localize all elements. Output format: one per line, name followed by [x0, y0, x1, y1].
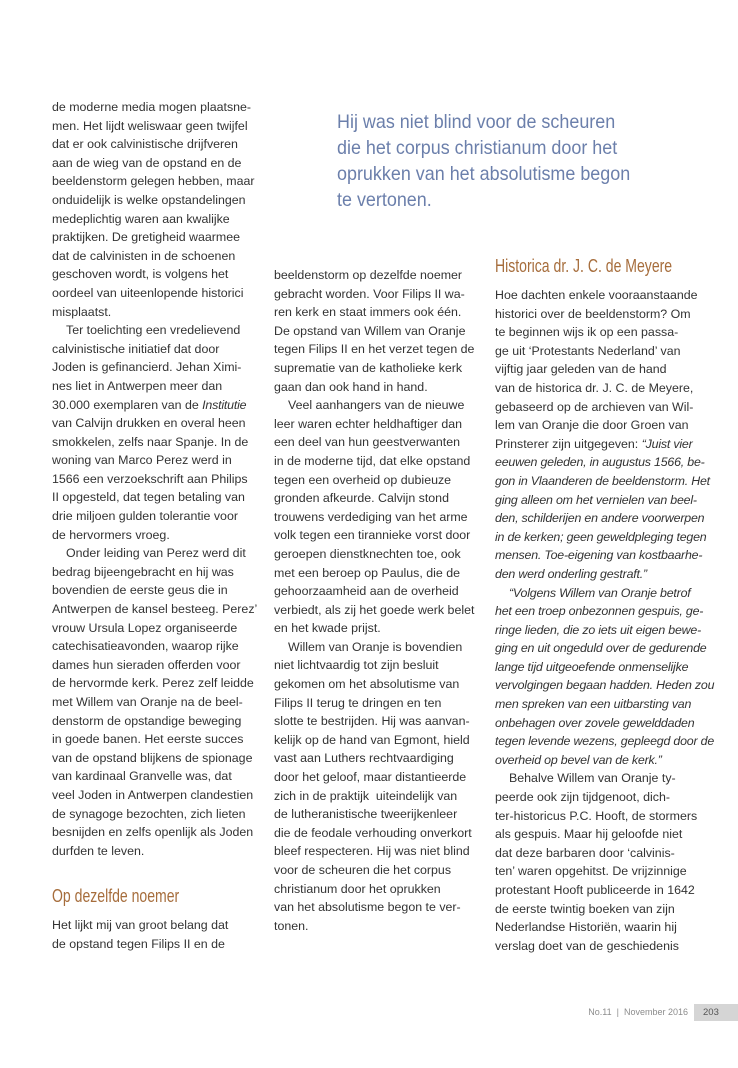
text-line: calvinistische initiatief dat door	[52, 341, 220, 356]
text-line: verslag doet van de geschiedenis	[495, 938, 679, 953]
text-line: Joden is gefinancierd. Jehan Ximi-	[52, 360, 242, 375]
text-line: vast aan Luthers rechtvaardiging	[274, 751, 454, 766]
text-line: van het absolutisme begon te ver-	[274, 900, 461, 915]
issue-date: November 2016	[623, 1007, 688, 1017]
text-line: bleef respecteren. Hij was niet blind	[274, 844, 470, 859]
text-line: durfden te leven.	[52, 843, 145, 858]
text-line: een deel van hun geestverwanten	[274, 435, 460, 450]
text-line: in de moderne tijd, dat elke opstand	[274, 453, 471, 468]
text-line: gehoorzaamheid aan de overheid	[274, 584, 459, 599]
paragraph	[52, 544, 264, 860]
text-line: slotte te bestrijden. Hij was aanvan-	[274, 714, 470, 729]
text-line: tegen een overheid op dubieuze	[274, 472, 452, 487]
text-line: de hervormde kerk. Perez zelf leidde	[52, 676, 254, 691]
middle-column	[274, 266, 486, 935]
text-line	[495, 602, 723, 621]
text-line: verbiedt, als zij het goede werk belet	[274, 602, 475, 617]
text-segment: 30.000 exemplaren van de	[52, 397, 203, 412]
text-line: door het geloof, maar distantieerde	[274, 770, 467, 785]
text-line: vijftig jaar geleden van de hand	[495, 362, 667, 377]
text-line: ren kerk en staat immers ook één.	[274, 305, 462, 320]
issue-number: No.11	[588, 1007, 612, 1017]
text-line: gekomen om het absolutisme van	[274, 677, 460, 692]
section-heading: Op dezelfde noemer	[52, 886, 180, 907]
text-line: oordeel van uiteenlopende historici	[52, 285, 244, 300]
text-line: geschoven wordt, is volgens het	[52, 267, 229, 282]
text-line: niet lichtvaardig tot zijn besluit	[274, 658, 439, 673]
text-line: smokkelen, zelfs naar Spanje. In de	[52, 434, 249, 449]
text-line: 1566 een verzoekschrift aan Philips	[52, 471, 248, 486]
text-line: catechisatieavonden, waarop rijke	[52, 639, 239, 654]
text-line: ge uit ‘Protestants Nederland’ van	[495, 343, 681, 358]
text-line: de lutheranistische tweerijkenleer	[274, 807, 458, 822]
text-line: beeldenstorm gelegen hebben, maar	[52, 174, 255, 189]
text-line: denstorm de opstandige beweging	[52, 713, 242, 728]
text-line: in goede banen. Het eerste succes	[52, 732, 244, 747]
text-line: bovendien de eerste geus die in	[52, 583, 228, 598]
section-heading: Historica dr. J. C. de Meyere	[495, 256, 673, 276]
paragraph	[495, 769, 723, 955]
text-line: Ter toelichting een vredelievend	[66, 323, 241, 338]
text-line: drie miljoen gulden tolerantie voor	[52, 509, 238, 524]
italic-text-segment: tegen levende wezens, gepleegd door de	[495, 734, 715, 749]
text-line	[495, 546, 723, 565]
italic-text-segment: overheid op bevel van de kerk.”	[495, 752, 662, 767]
text-line	[495, 751, 723, 770]
pull-quote	[337, 109, 630, 213]
text-line: ter-historicus P.C. Hooft, de stormers	[495, 808, 698, 823]
issue-info	[588, 1005, 688, 1020]
text-line: die de feodale verhouding onverkort	[274, 825, 472, 840]
text-line: trouwens verdediging van het arme	[274, 509, 468, 524]
text-line: protestant Hooft publiceerde in 1642	[495, 883, 695, 897]
text-line: de synagoge bezochten, zich lieten	[52, 806, 246, 821]
text-line: ten’ waren opgehitst. De vrijzinnige	[495, 864, 687, 879]
text-line: met een beroep op Paulus, die de	[274, 565, 460, 580]
page-number-tab	[694, 1004, 738, 1021]
text-line: woning van Marco Perez werd in	[52, 453, 232, 468]
text-line: II opgesteld, dat tegen betaling van	[52, 490, 245, 505]
page-number: 203	[703, 1007, 719, 1018]
italic-text-segment: eeuwen geleden, in augustus 1566, be-	[495, 455, 705, 470]
text-line: men. Het lijdt weliswaar geen twijfel	[52, 118, 248, 133]
text-line: peerde ook zijn tijdgenoot, dich-	[495, 790, 670, 805]
text-line: aan de wieg van de opstand en de	[52, 155, 242, 170]
text-line: van kardinaal Granvelle was, dat	[52, 769, 232, 784]
footer-separator: |	[616, 1007, 619, 1017]
italic-text-segment: ging en uit ongeduld over de gedurende	[495, 641, 707, 656]
text-line: bedrag bijeengebracht en hij was	[52, 564, 234, 579]
paragraph	[495, 286, 723, 584]
italic-text-segment: “Volgens Willem van Oranje betrof	[509, 585, 691, 600]
paragraph	[52, 98, 264, 321]
paragraph	[52, 916, 264, 953]
text-line	[495, 565, 723, 584]
text-line: Veel aanhangers van de nieuwe	[288, 398, 465, 413]
text-line: volk tegen een tirannieke vorst door	[274, 528, 471, 543]
text-line: Hoe dachten enkele vooraanstaande	[495, 288, 698, 302]
paragraph	[274, 638, 486, 936]
text-line: tonen.	[274, 918, 309, 933]
italic-text-segment: het een troep onbezonnen gespuis, ge-	[495, 604, 704, 619]
text-line: leer waren echter heldhaftiger dan	[274, 416, 463, 431]
paragraph	[274, 266, 486, 396]
text-line	[495, 714, 723, 733]
text-line	[495, 491, 723, 510]
italic-text-segment: in de kerken; geen geweldpleging tegen	[495, 529, 707, 544]
text-line: van Calvijn drukken en overal heen	[52, 416, 246, 431]
text-line: vrouw Ursula Lopez organiseerde	[52, 620, 238, 635]
text-line: medeplichtig waren aan kwalijke	[52, 211, 230, 226]
text-line: veel Joden in Antwerpen clandestien	[52, 787, 254, 802]
italic-text-segment: men spreken van een uitbarsting van	[495, 697, 692, 712]
text-line: van de opstand blijkens de spionage	[52, 750, 253, 765]
pull-quote-line: oprukken van het absolutisme begon	[337, 163, 631, 185]
paragraph	[495, 584, 723, 770]
text-line	[495, 676, 723, 695]
text-line: gronden afkeurde. Calvijn stond	[274, 491, 449, 506]
italic-text-segment: onbehagen over zovele gewelddaden	[495, 715, 695, 730]
text-line: de eerste twintig boeken van zijn	[495, 901, 675, 916]
text-line: de hervormers vroeg.	[52, 527, 170, 542]
text-line	[495, 472, 723, 491]
text-line	[495, 509, 723, 528]
text-line: suprematie van de katholieke kerk	[274, 360, 463, 375]
text-line: Willem van Oranje is bovendien	[288, 639, 463, 654]
text-line: van de historica dr. J. C. de Meyere,	[495, 380, 694, 395]
right-column	[495, 252, 723, 955]
italic-text-segment: Institutie	[202, 397, 247, 412]
text-line	[495, 528, 723, 547]
text-line: historici over de beeldenstorm? Om	[495, 306, 691, 321]
text-line: Het lijkt mij van groot belang dat	[52, 918, 229, 933]
text-segment: Prinsterer zijn uitgegeven:	[495, 436, 642, 451]
italic-text-segment: ging alleen om het vernielen van beel-	[495, 492, 697, 507]
text-line: Behalve Willem van Oranje ty-	[509, 771, 676, 786]
text-line: te beginnen wijs ik op een passa-	[495, 325, 679, 340]
text-line: met Willem van Oranje na de beel-	[52, 695, 243, 709]
text-line: als gespuis. Maar hij geloofde niet	[495, 827, 683, 842]
text-line	[495, 584, 723, 603]
text-line	[495, 695, 723, 714]
text-line: dames hun sieraden offerden voor	[52, 657, 241, 672]
pull-quote-line: die het corpus christianum door het	[337, 137, 618, 159]
text-line: de moderne media mogen plaatsne-	[52, 100, 252, 114]
text-line: de opstand tegen Filips II en de	[52, 936, 225, 951]
text-line	[495, 453, 723, 472]
text-line: kelijk op de hand van Egmont, hield	[274, 732, 470, 747]
text-line: nes liet in Antwerpen meer dan	[52, 378, 223, 393]
text-line	[52, 396, 264, 415]
paragraph	[52, 321, 264, 544]
text-line: Onder leiding van Perez werd dit	[66, 546, 246, 561]
text-line: lem van Oranje die door Groen van	[495, 418, 689, 433]
text-line: gebaseerd op de archieven van Wil-	[495, 399, 694, 414]
italic-text-segment: vervolgingen begaan hadden. Heden zou	[495, 678, 715, 693]
italic-text-segment: den werd onderling gestraft.”	[495, 566, 647, 581]
italic-text-segment: “Juist vier	[641, 436, 693, 451]
paragraph	[274, 396, 486, 638]
italic-text-segment: ringe lieden, die zo iets uit eigen bewe-	[495, 622, 702, 637]
text-line: dat er ook calvinistische drijfveren	[52, 137, 238, 152]
text-line: gaan dan ook hand in hand.	[274, 379, 428, 394]
text-line: voor de scheuren die het corpus	[274, 863, 452, 877]
text-line: en het kwade prijst.	[274, 621, 381, 636]
left-column	[52, 98, 264, 954]
text-line: De opstand van Willem van Oranje	[274, 323, 466, 338]
pull-quote-line: Hij was niet blind voor de scheuren	[337, 111, 616, 133]
italic-text-segment: den, schilderijen en andere voorwerpen	[495, 511, 705, 526]
text-line: tegen Filips II en het verzet tegen de	[274, 342, 475, 357]
text-line: zich in de praktijk uiteindelijk van	[274, 788, 458, 803]
text-line: Filips II terug te dringen en ten	[274, 695, 442, 710]
text-line	[495, 435, 723, 454]
text-line: gebracht worden. Voor Filips II wa-	[274, 286, 465, 301]
text-line: dat de calvinisten in de schoenen	[52, 248, 236, 263]
text-line: dat deze barbaren door ‘calvinis-	[495, 845, 675, 860]
text-line: geroepen dienstknechten toe, ook	[274, 546, 461, 561]
text-line	[495, 658, 723, 677]
text-line	[495, 621, 723, 640]
text-line: praktijken. De gretigheid waarmee	[52, 230, 241, 245]
text-line: Antwerpen de kansel besteeg. Perez’	[52, 602, 258, 617]
text-line: beeldenstorm op dezelfde noemer	[274, 268, 463, 282]
text-line	[495, 732, 723, 751]
text-line: misplaatst.	[52, 304, 112, 319]
text-line	[495, 639, 723, 658]
text-line: Nederlandse Historiën, waarin hij	[495, 920, 677, 935]
pull-quote-line: te vertonen.	[337, 189, 432, 211]
text-line: besnijden en zelfs openlijk als Joden	[52, 825, 254, 840]
text-line: onduidelijk is welke opstandelingen	[52, 192, 246, 207]
italic-text-segment: gon in Vlaanderen de beeldenstorm. Het	[495, 473, 710, 488]
text-line: christianum door het oprukken	[274, 881, 441, 896]
italic-text-segment: lange tijd uitgeoefende onmenselijke	[495, 659, 689, 674]
italic-text-segment: mensen. Toe-eigening van kostbaarhe-	[495, 548, 703, 563]
